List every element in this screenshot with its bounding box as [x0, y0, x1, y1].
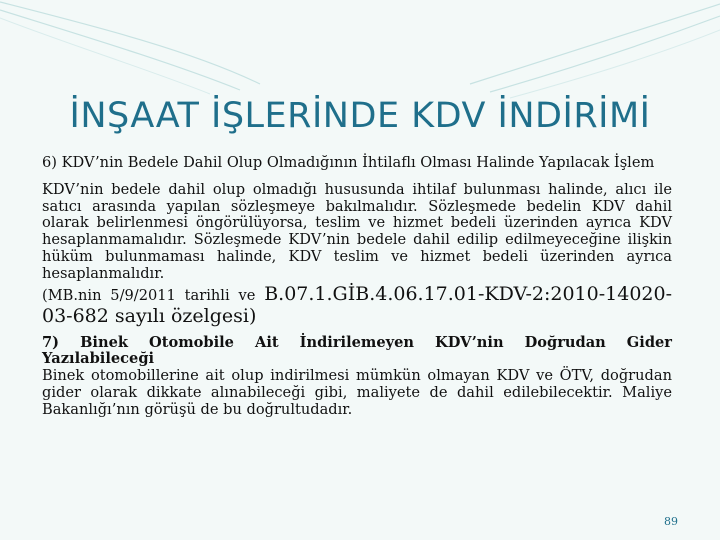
- page-number: 89: [664, 515, 678, 528]
- reference-code: B.07.1.GİB.4.06.17.01-KDV-2:2010-14020-03-682 sayılı özelgesi): [42, 282, 673, 327]
- section-6-reference: [42, 283, 672, 327]
- section-7-body: Binek otomobillerine ait olup indirilmesi mümkün olmayan KDV ve ÖTV, doğrudan gider olarak dikkate alınabileceği gibi, maliyete de dahil edilebilecektir. Maliye Bakanlığı’nın görüşü de bu doğrultudadır.: [42, 367, 672, 418]
- section-6-body: KDV’nin bedele dahil olup olmadığı hususunda ihtilaf bulunması halinde, alıcı ile satıcı arasında yapılan sözleşmeye bakılmalıdır. Sözleşmede bedelin KDV dahil olarak belirlenmesi öngörülüyorsa, teslim ve hizmet bedeli üzerinden ayrıca KDV hesaplanmamalıdır. Sözleşmede KDV’nin bedele dahil edilip edilmeyeceğine ilişkin hüküm bulunmaması halinde, KDV teslim ve hizmet bedeli üzerinden ayrıca hesaplanmalıdır.: [42, 180, 672, 282]
- slide-content: [42, 155, 672, 419]
- section-7-heading: 7) Binek Otomobile Ait İndirilemeyen KDV’nin Doğrudan Gider Yazılabileceği: [42, 333, 672, 368]
- slide-title: İNŞAAT İŞLERİNDE KDV İNDİRİMİ: [69, 96, 651, 136]
- reference-prefix: (MB.nin 5/9/2011 tarihli ve: [42, 286, 256, 304]
- section-6-heading: 6) KDV’nin Bedele Dahil Olup Olmadığının İhtilaflı Olması Halinde Yapılacak İşlem: [42, 154, 655, 171]
